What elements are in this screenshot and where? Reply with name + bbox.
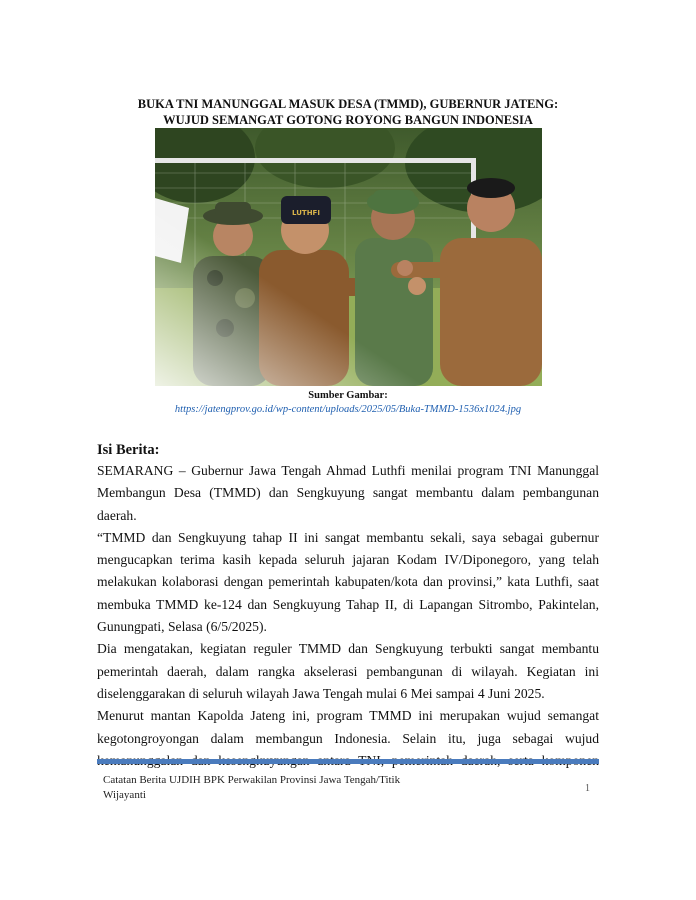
paragraph-line: “TMMD dan Sengkuyung tahap II ini sangat membantu sekali, saya sebagai gubernur <box>97 529 599 545</box>
paragraph <box>97 460 599 527</box>
paragraph <box>97 638 599 705</box>
paragraph-line: SEMARANG – Gubernur Jawa Tengah Ahmad Luthfi menilai program TNI Manunggal <box>97 463 599 478</box>
footer-line: Catatan Berita UJDIH BPK Perwakilan Provinsi Jawa Tengah/Titik <box>103 774 401 786</box>
paragraph-line: pemerintah daerah, dalam rangka akselerasi pembangunan di wilayah. Kegiatan ini <box>97 663 599 679</box>
paragraph-line: daerah. <box>97 507 137 523</box>
paragraph-line: Gunungpati, Selasa (6/5/2025). <box>97 619 267 635</box>
page-number: 1 <box>585 783 590 794</box>
image-source-label: Sumber Gambar: <box>308 390 388 401</box>
paragraph <box>97 527 599 638</box>
paragraph-line: mengucapkan terima kasih kepada seluruh jajaran Kodam IV/Diponegoro, yang telah <box>97 552 599 568</box>
footer-line: Wijayanti <box>103 788 146 801</box>
paragraph-line: Menurut mantan Kapolda Jateng ini, program TMMD ini merupakan wujud semangat <box>97 708 599 724</box>
news-photo <box>155 128 542 386</box>
image-source-link[interactable]: https://jatengprov.go.id/wp-content/uploads/2025/05/Buka-TMMD-1536x1024.jpg <box>174 404 522 415</box>
title-line-2: WUJUD SEMANGAT GOTONG ROYONG BANGUN INDONESIA <box>163 113 533 127</box>
section-heading: Isi Berita: <box>97 442 160 458</box>
document-title <box>96 96 600 128</box>
article-body <box>97 460 599 772</box>
paragraph-line: diselenggarakan di seluruh wilayah Jawa Tengah mulai 6 Mei sampai 4 Juni 2025. <box>97 685 545 701</box>
paragraph-line: kegotongroyongan dalam membangun Indonesia. Selain itu, juga sebagai wujud <box>97 730 599 746</box>
title-line-1: BUKA TNI MANUNGGAL MASUK DESA (TMMD), GUBERNUR JATENG: <box>137 97 559 111</box>
paragraph-line: Membangun Desa (TMMD) dan Sengkuyung sangat membantu dalam pembangunan <box>97 485 599 501</box>
footer-divider <box>97 759 599 764</box>
paragraph-line: melakukan kolaborasi dengan pemerintah kabupaten/kota dan provinsi,” kata Luthfi, saat <box>97 574 599 590</box>
paragraph-line: membuka TMMD ke-124 dan Sengkuyung Tahap II, di Lapangan Sitrombo, Pakintelan, <box>97 596 599 612</box>
footer-note <box>103 773 483 802</box>
news-photo-illustration <box>155 128 542 386</box>
paragraph-line: Dia mengatakan, kegiatan reguler TMMD dan Sengkuyung terbukti sangat membantu <box>97 641 599 657</box>
